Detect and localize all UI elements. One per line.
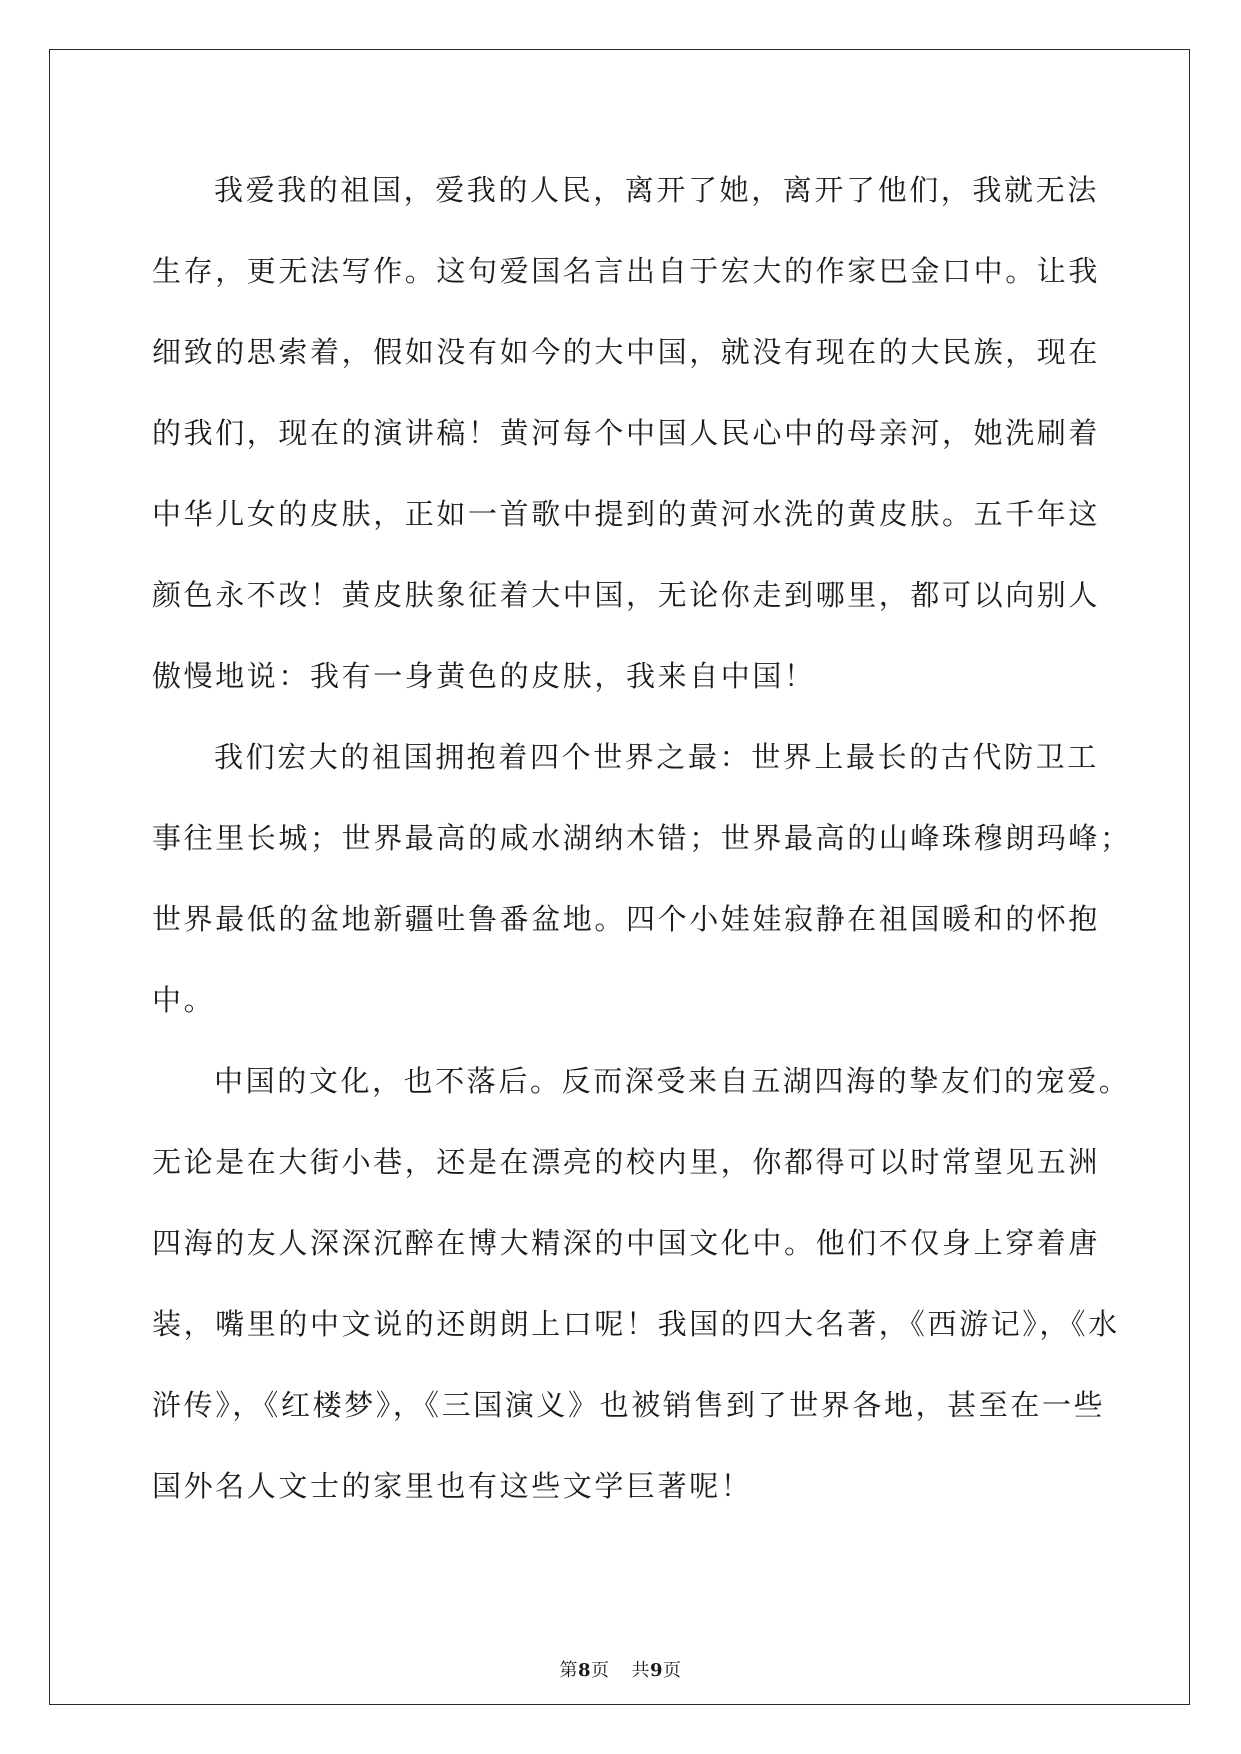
paragraph-2 <box>152 717 1132 1041</box>
page-footer <box>0 1656 1241 1682</box>
text-line: 事往里长城；世界最高的咸水湖纳木错；世界最高的山峰珠穆朗玛峰； <box>152 821 1132 855</box>
total-pages-number: 9 <box>650 1660 664 1681</box>
text-line: 我们宏大的祖国拥抱着四个世界之最：世界上最长的古代防卫工 <box>214 740 1099 774</box>
current-page-number: 8 <box>577 1660 591 1681</box>
footer-total-suffix: 页 <box>663 1660 682 1681</box>
text-line: 的我们，现在的演讲稿！黄河每个中国人民心中的母亲河，她洗刷着 <box>152 416 1101 450</box>
text-line: 傲慢地说：我有一身黄色的皮肤，我来自中国！ <box>152 659 816 693</box>
footer-prefix: 第 <box>559 1660 578 1681</box>
paragraph-1 <box>152 150 1101 717</box>
paragraph-3 <box>152 1041 1131 1527</box>
text-line: 颜色永不改！黄皮肤象征着大中国，无论你走到哪里，都可以向别人 <box>152 578 1101 612</box>
text-line: 装，嘴里的中文说的还朗朗上口呢！我国的四大名著，《西游记》，《水 <box>152 1307 1120 1341</box>
footer-page-suffix: 页 <box>591 1660 610 1681</box>
text-line: 细致的思索着，假如没有如今的大中国，就没有现在的大民族，现在 <box>152 335 1101 369</box>
text-line: 中国的文化，也不落后。反而深受来自五湖四海的挚友们的宠爱。 <box>214 1064 1131 1098</box>
text-line: 生存，更无法写作。这句爱国名言出自于宏大的作家巴金口中。让我 <box>152 254 1101 288</box>
text-line: 我爱我的祖国，爱我的人民，离开了她，离开了他们，我就无法 <box>214 173 1099 207</box>
text-line: 中华儿女的皮肤，正如一首歌中提到的黄河水洗的黄皮肤。五千年这 <box>152 497 1101 531</box>
text-line: 四海的友人深深沉醉在博大精深的中国文化中。他们不仅身上穿着唐 <box>152 1226 1101 1260</box>
text-line: 中。 <box>152 983 216 1017</box>
text-line: 国外名人文士的家里也有这些文学巨著呢！ <box>152 1469 753 1503</box>
footer-total-prefix: 共 <box>631 1660 650 1681</box>
document-body <box>152 150 1132 1527</box>
text-line: 浒传》，《红楼梦》，《三国演义》也被销售到了世界各地，甚至在一些 <box>152 1388 1106 1422</box>
text-line: 世界最低的盆地新疆吐鲁番盆地。四个小娃娃寂静在祖国暖和的怀抱 <box>152 902 1101 936</box>
text-line: 无论是在大街小巷，还是在漂亮的校内里，你都得可以时常望见五洲 <box>152 1145 1101 1179</box>
